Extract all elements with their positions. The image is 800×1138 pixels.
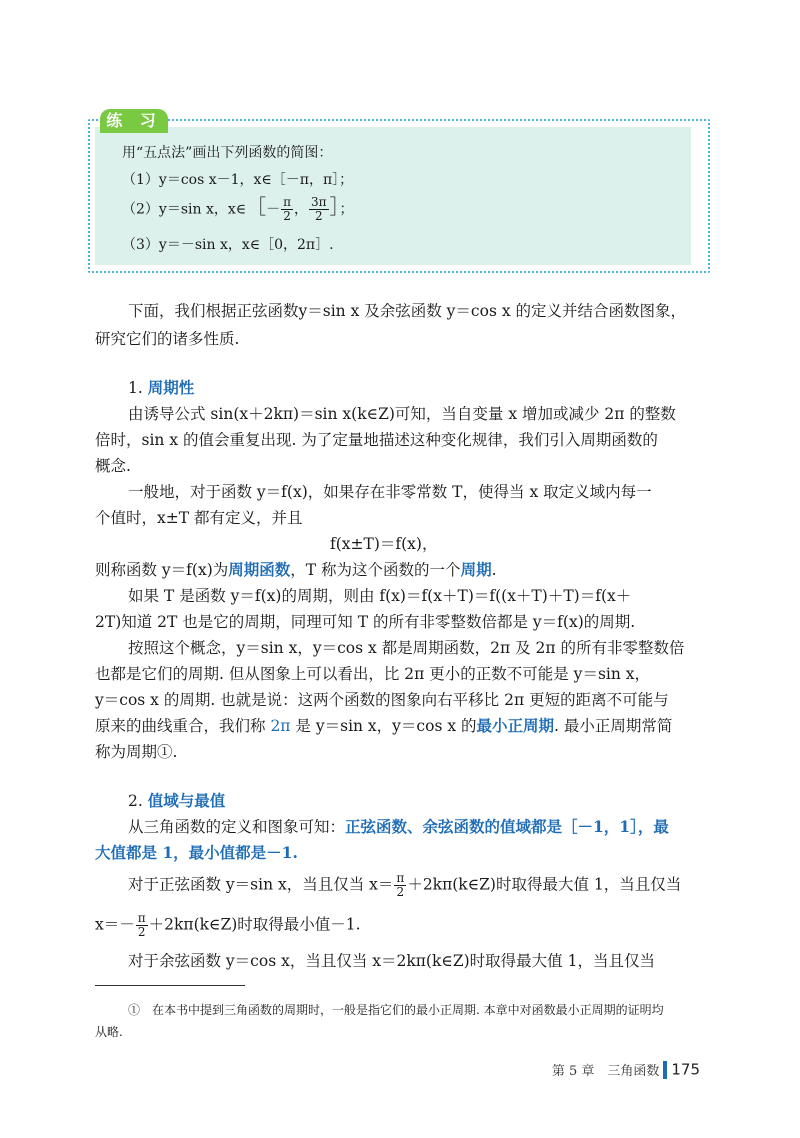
term-periodic-function: 周期函数 xyxy=(228,560,291,579)
term-period: 周期 xyxy=(460,560,492,579)
s2-p3-line: x＝－ $\frac{\pi}{2}$ ＋2kπ(k∈Z)时取得最小值－1. xyxy=(95,911,361,939)
s1-p5-line-5: 称为周期①. xyxy=(95,743,178,761)
exercise-item-1: （1）y＝cos x－1，x∈［－π，π］； xyxy=(122,172,354,188)
footnote-divider xyxy=(95,985,245,986)
footnote-line-1: ① 在本书中提到三角函数的周期时，一般是指它们的最小正周期. 本章中对函数最小正周期的证明均 xyxy=(128,1003,664,1017)
s1-p5-line-4: 原来的曲线重合，我们称 2π 是 y＝sin x，y＝cos x 的最小正周期. 最小正周期常简 xyxy=(95,716,673,735)
intro-line-2: 研究它们的诸多性质. xyxy=(95,330,240,348)
section-1-heading: 1. 周期性 xyxy=(128,379,195,397)
chapter-label: 第 5 章 三角函数 xyxy=(551,1064,660,1079)
periodic-formula: f(x±T)＝f(x)， xyxy=(330,535,438,553)
s2-p1-line-1: 从三角函数的定义和图象可知：正弦函数、余弦函数的值域都是［－1，1］，最 xyxy=(128,817,669,836)
page-number: 175 xyxy=(671,1060,700,1079)
s1-p4-line-2: 2T)知道 2T 也是它的周期，同理可知 T 的所有非零整数倍都是 y＝f(x)的周期. xyxy=(95,613,636,631)
page-bar-divider xyxy=(663,1061,667,1079)
s1-p1-line-2: 倍时，sin x 的值会重复出现. 为了定量地描述这种变化规律，我们引入周期函数的 xyxy=(95,431,658,449)
s1-p5-line-2: 也都是它们的周期. 但从图象上可以看出，比 2π 更小的正数不可能是 y＝sin x， xyxy=(95,665,651,683)
exercise-instruction: 用“五点法”画出下列函数的简图： xyxy=(122,145,333,161)
section-2-heading: 2. 值域与最值 xyxy=(128,792,226,810)
exercise-tab: 练 习 xyxy=(100,109,168,133)
s1-p3-line: 则称函数 y＝f(x)为周期函数，T 称为这个函数的一个周期. xyxy=(95,560,497,579)
term-minimum-positive-period: 最小正周期 xyxy=(476,716,555,735)
s1-p1-line-3: 概念. xyxy=(95,457,131,475)
s1-p5-line-3: y＝cos x 的周期. 也就是说：这两个函数的图象向右平移比 2π 更短的距离不可能与 xyxy=(95,691,669,709)
s1-p5-line-1: 按照这个概念，y＝sin x，y＝cos x 都是周期函数，2π 及 2π 的所有非零整数倍 xyxy=(128,639,685,657)
s1-p4-line-1: 如果 T 是函数 y＝f(x)的周期，则由 f(x)＝f(x＋T)＝f((x＋T)＋T)＝f(x＋ xyxy=(128,587,632,605)
intro-line-1: 下面，我们根据正弦函数y＝sin x 及余弦函数 y＝cos x 的定义并结合函数图象， xyxy=(128,302,686,320)
s2-p2-line: 对于正弦函数 y＝sin x，当且仅当 x＝ $\frac{\pi}{2}$ ＋2kπ(k∈Z)时取得最大值 1，当且仅当 xyxy=(128,871,682,899)
s2-p4-line: 对于余弦函数 y＝cos x，当且仅当 x＝2kπ(k∈Z)时取得最大值 1，当且仅当 xyxy=(128,952,655,970)
s1-p1-line-1: 由诱导公式 sin(x＋2kπ)＝sin x(k∈Z)可知，当自变量 x 增加或减少 2π 的整数 xyxy=(128,405,676,423)
s1-p2-line-1: 一般地，对于函数 y＝f(x)，如果存在非零常数 T，使得当 x 取定义域内每一 xyxy=(128,483,652,501)
s2-p1-line-2: 大值都是 1，最小值都是－1. xyxy=(95,843,298,862)
exercise-item-3: （3）y＝－sin x，x∈［0，2π］. xyxy=(122,237,334,253)
s1-p2-line-2: 个值时，x±T 都有定义，并且 xyxy=(95,509,303,527)
footnote-line-2: 从略. xyxy=(95,1025,123,1039)
exercise-item-2: （2）y＝sin x，x∈［－ $\frac{\pi}{2}$ ， $\frac{3\pi}{2}$ ］； xyxy=(122,194,354,223)
page-footer xyxy=(552,1060,700,1079)
